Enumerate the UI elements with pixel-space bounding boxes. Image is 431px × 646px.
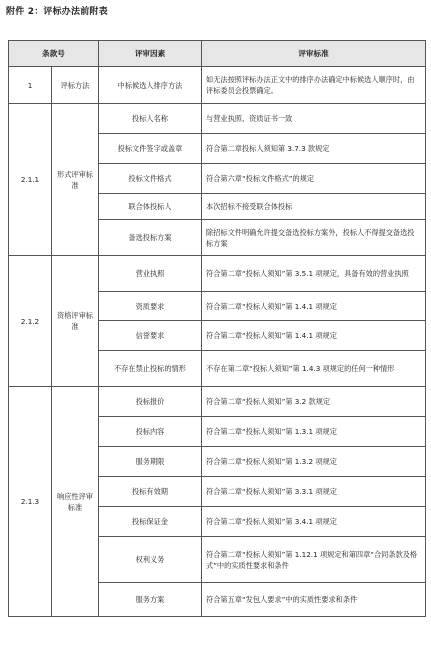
standard-cell: 如无法按照评标办法正文中的排序办法确定中标候选人顺序时，由评标委员会投票确定。 (202, 67, 426, 104)
factor-cell: 权利义务 (99, 537, 202, 583)
clause-category: 形式评审标准 (52, 104, 99, 256)
standard-cell: 符合第五章“发包人要求”中的实质性要求和条件 (202, 583, 426, 617)
table-row (9, 104, 426, 134)
standard-cell: 符合第二章“投标人须知”第 3.2 款规定 (202, 387, 426, 417)
table-row (9, 387, 426, 417)
factor-cell: 备选投标方案 (99, 220, 202, 256)
factor-cell: 投标文件格式 (99, 164, 202, 194)
factor-cell: 联合体投标人 (99, 194, 202, 220)
factor-cell: 投标保证金 (99, 507, 202, 537)
standard-cell: 符合第二章“投标人须知”第 1.3.1 项规定 (202, 417, 426, 447)
factor-cell: 投标文件签字或盖章 (99, 134, 202, 164)
standard-cell: 除招标文件明确允许提交备选投标方案外，投标人不得提交备选投标方案 (202, 220, 426, 256)
evaluation-table (8, 40, 426, 617)
clause-category: 资格评审标准 (52, 256, 99, 387)
clause-category: 评标方法 (52, 67, 99, 104)
factor-cell: 服务期限 (99, 447, 202, 477)
standard-cell: 符合第二章投标人须知第 3.7.3 款规定 (202, 134, 426, 164)
standard-cell: 符合第二章“投标人须知”第 1.3.2 项规定 (202, 447, 426, 477)
standard-cell: 符合第二章“投标人须知”第 1.4.1 项规定 (202, 292, 426, 321)
factor-cell: 中标候选人排序方法 (99, 67, 202, 104)
standard-cell: 符合第二章“投标人须知”第 1.12.1 项规定和第四章“合同条款及格式”中的实质性要求和条件 (202, 537, 426, 583)
clause-number: 2.1.2 (9, 256, 52, 387)
header-standard: 评审标准 (202, 41, 426, 67)
standard-cell: 符合第二章“投标人须知”第 3.4.1 项规定 (202, 507, 426, 537)
clause-number: 2.1.1 (9, 104, 52, 256)
table-header-row (9, 41, 426, 67)
standard-cell: 符合第二章“投标人须知”第 3.3.1 项规定 (202, 477, 426, 507)
clause-number: 1 (9, 67, 52, 104)
factor-cell: 投标报价 (99, 387, 202, 417)
factor-cell: 投标有效期 (99, 477, 202, 507)
factor-cell: 资质要求 (99, 292, 202, 321)
page-title: 附件 2：评标办法前附表 (6, 7, 108, 17)
factor-cell: 投标内容 (99, 417, 202, 447)
factor-cell: 信誉要求 (99, 321, 202, 351)
factor-cell: 不存在禁止投标的情形 (99, 351, 202, 387)
standard-cell: 符合第二章“投标人须知”第 1.4.1 项规定 (202, 321, 426, 351)
factor-cell: 服务方案 (99, 583, 202, 617)
clause-number: 2.1.3 (9, 387, 52, 617)
factor-cell: 投标人名称 (99, 104, 202, 134)
header-clause-no: 条款号 (9, 41, 99, 67)
clause-category: 响应性评审标准 (52, 387, 99, 617)
table-row (9, 67, 426, 104)
table-row (9, 256, 426, 292)
standard-cell: 不存在第二章“投标人须知”第 1.4.3 项规定的任何一种情形 (202, 351, 426, 387)
standard-cell: 与营业执照、资质证书一致 (202, 104, 426, 134)
standard-cell: 符合第二章“投标人须知”第 3.5.1 项规定，具备有效的营业执照 (202, 256, 426, 292)
standard-cell: 本次招标不接受联合体投标 (202, 194, 426, 220)
factor-cell: 营业执照 (99, 256, 202, 292)
standard-cell: 符合第六章“投标文件格式”的规定 (202, 164, 426, 194)
header-factor: 评审因素 (99, 41, 202, 67)
